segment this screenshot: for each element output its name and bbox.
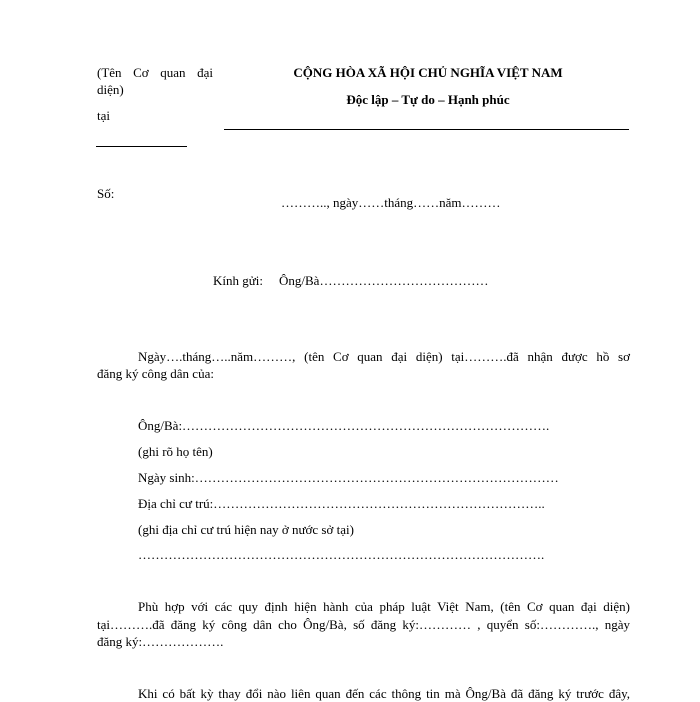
motto-underline — [224, 129, 629, 130]
field-name: Ông/Bà:…………………………………………………………………………. — [138, 418, 550, 433]
document-number-label: Số: — [97, 186, 115, 201]
date-line: ……….., ngày……tháng……năm……… — [281, 195, 501, 210]
agency-underline — [96, 146, 187, 147]
motto: Độc lập – Tự do – Hạnh phúc — [346, 92, 510, 107]
para2-line2: tại……….đã đăng ký công dân cho Ông/Bà, số đăng ký:………… , quyển số:…………., ngày — [97, 617, 630, 632]
agency-location: tại — [97, 108, 110, 123]
para1-line1: Ngày….tháng…..năm………, (tên Cơ quan đại diện) tại……….đã nhận được hồ sơ — [138, 349, 630, 364]
recipient-label: Kính gửi: — [213, 273, 264, 288]
field-address-continued: …………………………………………………………………………………. — [138, 547, 545, 562]
nation-title: CỘNG HÒA XÃ HỘI CHỦ NGHĨA VIỆT NAM — [293, 65, 563, 80]
field-dob: Ngày sinh:………………………………………………………………………… — [138, 470, 559, 485]
field-address-note: (ghi địa chỉ cư trú hiện nay ở nước sở tại) — [138, 522, 354, 537]
para1-line2: đăng ký công dân của: — [97, 366, 214, 381]
para2-line1: Phù hợp với các quy định hiện hành của pháp luật Việt Nam, (tên Cơ quan đại diện) — [138, 599, 630, 614]
para2-line3: đăng ký:………………. — [97, 634, 224, 649]
field-name-note: (ghi rõ họ tên) — [138, 444, 213, 459]
para3-line1: Khi có bất kỳ thay đổi nào liên quan đến các thông tin mà Ông/Bà đã đăng ký trước đây, — [138, 686, 630, 701]
agency-name-line1: (Tên Cơ quan đại — [97, 65, 213, 80]
agency-name-line2: diện) — [97, 82, 124, 97]
field-address: Địa chỉ cư trú:………………………………………………………………….. — [138, 496, 545, 511]
recipient-value: Ông/Bà………………………………… — [279, 273, 489, 288]
